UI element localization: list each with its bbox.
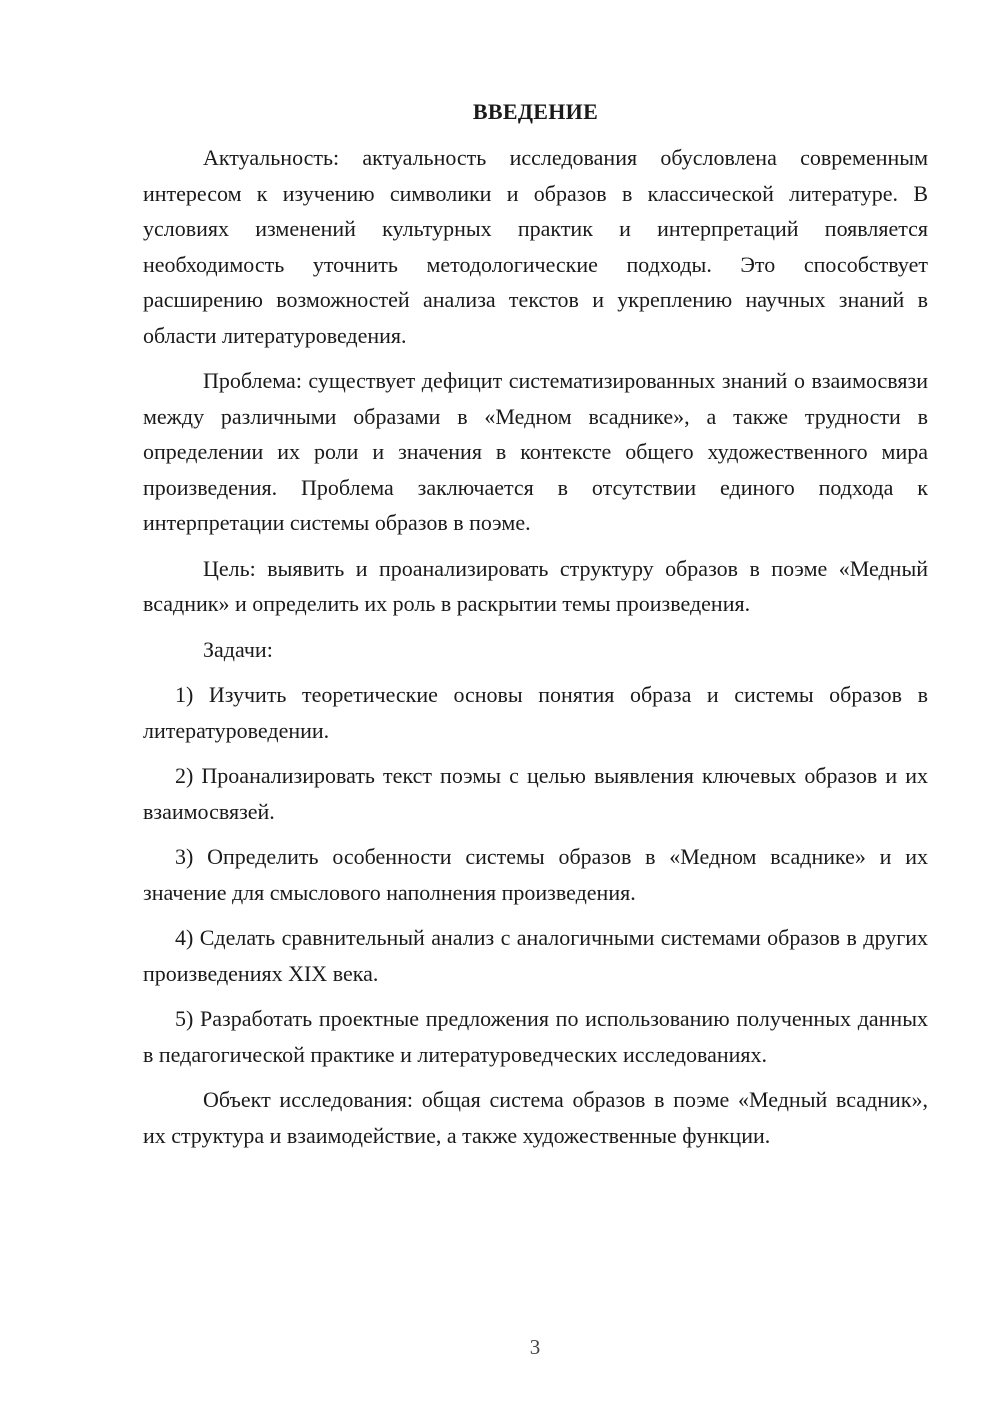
object-paragraph: Объект исследования: общая система образов в поэме «Медный всадник», их структура и взаимодействие, а также художественные функции. [143, 1087, 928, 1148]
problem-paragraph: Проблема: существует дефицит систематизированных знаний о взаимосвязи между различными образами в «Медном всаднике», а также трудности в определении их роли и значения в контексте общего художественного мира произведения. Проблема заключается в отсутствии единого подхода к интерпретации системы образов в поэме. [143, 368, 928, 535]
relevance-paragraph: Актуальность: актуальность исследования обусловлена современным интересом к изучению символики и образов в классической литературе. В условиях изменений культурных практик и интерпретаций появляется необходимость уточнить методологические подходы. Это способствует расширению возможностей анализа текстов и укреплению научных знаний в области литературоведения. [143, 145, 928, 348]
section-heading: ВВЕДЕНИЕ [472, 99, 599, 124]
task-item-3: 3) Определить особенности системы образов в «Медном всаднике» и их значение для смыслового наполнения произведения. [143, 844, 928, 905]
page-number: 3 [529, 1335, 541, 1359]
task-item-5: 5) Разработать проектные предложения по использованию полученных данных в педагогической практике и литературоведческих исследованиях. [143, 1006, 928, 1067]
task-item-2: 2) Проанализировать текст поэмы с целью выявления ключевых образов и их взаимосвязей. [143, 763, 928, 824]
task-item-4: 4) Сделать сравнительный анализ с аналогичными системами образов в других произведениях XIX века. [143, 925, 928, 986]
tasks-label: Задачи: [203, 636, 273, 662]
task-item-1: 1) Изучить теоретические основы понятия образа и системы образов в литературоведении. [143, 682, 928, 743]
page-content [143, 96, 928, 1163]
goal-paragraph: Цель: выявить и проанализировать структуру образов в поэме «Медный всадник» и определить их роль в раскрытии темы произведения. [143, 555, 928, 616]
